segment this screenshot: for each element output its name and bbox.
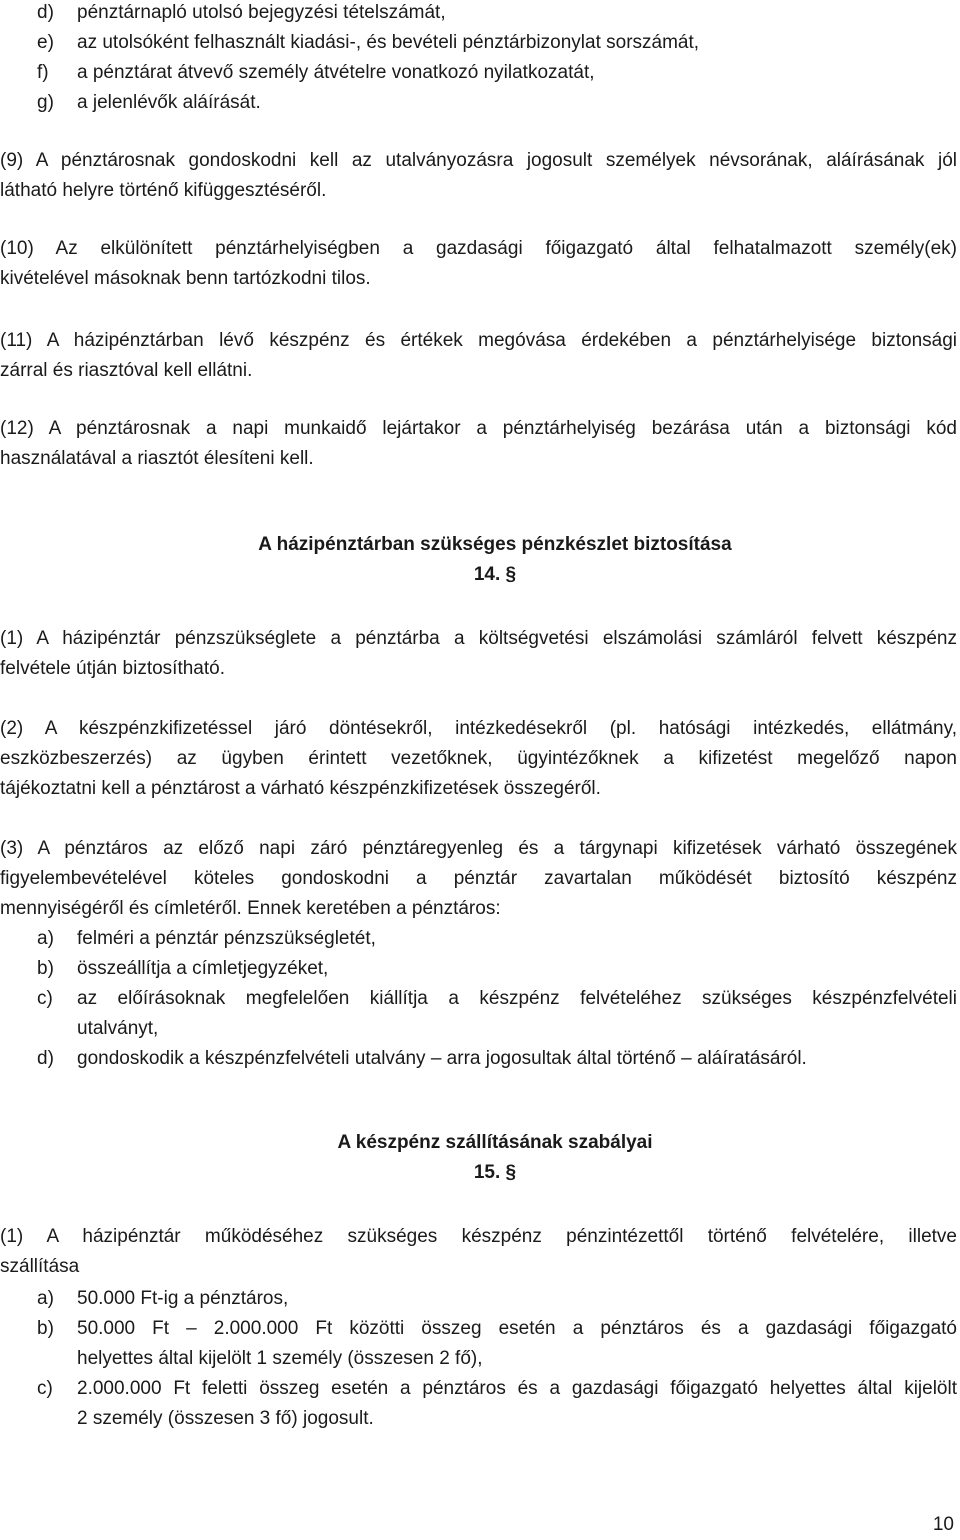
section-14-p2-line: tájékoztatni kell a pénztárost a várható készpénzkifizetések összegéről. xyxy=(0,778,601,799)
list-item-continuation: helyettes által kijelölt 1 személy (összesen 2 fő), xyxy=(77,1348,483,1369)
list-label: a) xyxy=(37,1288,54,1309)
list-item: 2.000.000 Ft feletti összeg esetén a pénztáros és a gazdasági főigazgató helyettes által kijelölt xyxy=(77,1378,957,1399)
list-label: b) xyxy=(37,1318,54,1339)
list-item-continuation: utalványt, xyxy=(77,1018,159,1039)
paragraph-12-line: (12) A pénztárosnak a napi munkaidő lejártakor a pénztárhelyiség bezárása után a biztonsági kód xyxy=(0,418,957,439)
list-label: c) xyxy=(37,1378,53,1399)
list-item: pénztárnapló utolsó bejegyzési tételszámát, xyxy=(77,2,446,23)
section-14-p2-line: eszközbeszerzés) az ügyben érintett vezetőknek, ügyintézőknek a kifizetést megelőző napon xyxy=(0,748,957,769)
list-item: összeállítja a címletjegyzéket, xyxy=(77,958,329,979)
section-14-p1-line: felvétele útján biztosítható. xyxy=(0,658,225,679)
list-label: c) xyxy=(37,988,53,1009)
list-item-continuation: 2 személy (összesen 3 fő) jogosult. xyxy=(77,1408,374,1429)
page-number: 10 xyxy=(932,1514,954,1535)
list-label: d) xyxy=(37,2,54,23)
list-item: 50.000 Ft – 2.000.000 Ft közötti összeg esetén a pénztáros és a gazdasági főigazgató xyxy=(77,1318,957,1339)
section-14-p1-line: (1) A házipénztár pénzszükséglete a pénztárba a költségvetési elszámolási számláról felvett készpénz xyxy=(0,628,957,649)
list-item: a jelenlévők aláírását. xyxy=(77,92,261,113)
section-14-p3-line: mennyiségéről és címletéről. Ennek keretében a pénztáros: xyxy=(0,898,501,919)
section-15-title: A készpénz szállításának szabályai xyxy=(337,1132,653,1153)
list-label: d) xyxy=(37,1048,54,1069)
list-label: e) xyxy=(37,32,54,53)
section-15-p1-line: (1) A házipénztár működéséhez szükséges készpénz pénzintézettől történő felvételére, illetve xyxy=(0,1226,957,1247)
list-item: az előírásoknak megfelelően kiállítja a készpénz felvételéhez szükséges készpénzfelvételi xyxy=(77,988,957,1009)
section-14-number: 14. § xyxy=(473,564,517,585)
paragraph-10-line: (10) Az elkülönített pénztárhelyiségben a gazdasági főigazgató által felhatalmazott személy(ek) xyxy=(0,238,957,259)
paragraph-9-line: (9) A pénztárosnak gondoskodni kell az utalványozásra jogosult személyek névsorának, aláírásának jól xyxy=(0,150,957,171)
list-label: g) xyxy=(37,92,54,113)
paragraph-11-line: (11) A házipénztárban lévő készpénz és értékek megóvása érdekében a pénztárhelyisége biztonsági xyxy=(0,330,957,351)
list-label: a) xyxy=(37,928,54,949)
list-item: felméri a pénztár pénzszükségletét, xyxy=(77,928,376,949)
section-15-p1-line: szállítása xyxy=(0,1256,80,1277)
paragraph-12-line: használatával a riasztót élesíteni kell. xyxy=(0,448,314,469)
list-label: f) xyxy=(37,62,49,83)
section-14-p2-line: (2) A készpénzkifizetéssel járó döntésekről, intézkedésekről (pl. hatósági intézkedés, ellátmány, xyxy=(0,718,957,739)
list-label: b) xyxy=(37,958,54,979)
section-14-title: A házipénztárban szükséges pénzkészlet biztosítása xyxy=(258,534,732,555)
list-item: az utolsóként felhasznált kiadási-, és bevételi pénztárbizonylat sorszámát, xyxy=(77,32,700,53)
list-item: a pénztárat átvevő személy átvételre vonatkozó nyilatkozatát, xyxy=(77,62,595,83)
list-item: gondoskodik a készpénzfelvételi utalvány – arra jogosultak által történő – aláíratásáról. xyxy=(77,1048,807,1069)
list-item: 50.000 Ft-ig a pénztáros, xyxy=(77,1288,289,1309)
section-14-p3-line: figyelembevételével köteles gondoskodni a pénztár zavartalan működését biztosító készpénz xyxy=(0,868,957,889)
paragraph-9-line: látható helyre történő kifüggesztéséről. xyxy=(0,180,327,201)
section-15-number: 15. § xyxy=(473,1162,517,1183)
section-14-p3-line: (3) A pénztáros az előző napi záró pénztáregyenleg és a tárgynapi kifizetések várható összegének xyxy=(0,838,957,859)
paragraph-10-line: kivételével másoknak benn tartózkodni tilos. xyxy=(0,268,371,289)
paragraph-11-line: zárral és riasztóval kell ellátni. xyxy=(0,360,253,381)
